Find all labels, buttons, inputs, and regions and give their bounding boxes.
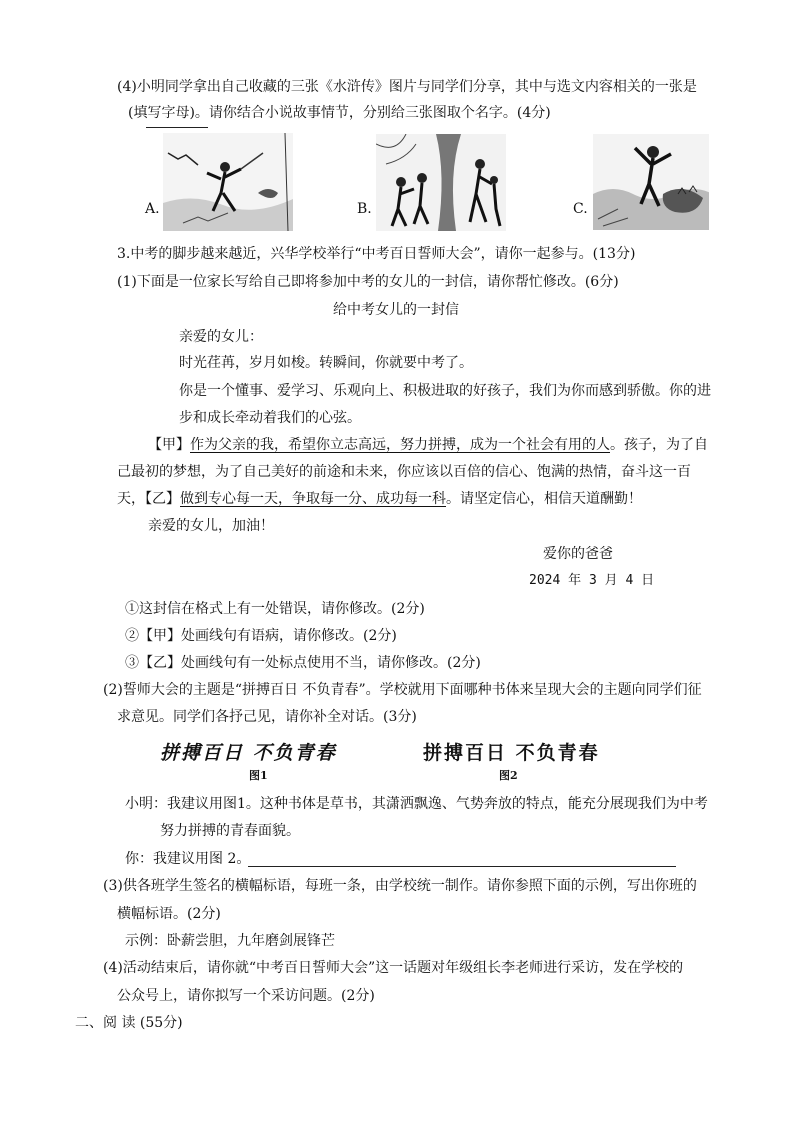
jia-mark: 【甲】	[148, 437, 190, 453]
q3-1-prompt: (1)下面是一位家长写给自己即将参加中考的女儿的一封信，请你帮忙修改。(6分)	[117, 274, 619, 290]
you-line: 你：我建议用图 2。	[125, 851, 251, 867]
xiaoming-line1: 小明：我建议用图1。这种书体是草书，其潇洒飘逸、气势奔放的特点，能充分展现我们为中考	[125, 796, 708, 812]
letter-para3a	[148, 435, 708, 455]
q4-line2: (填写字母)。请你结合小说故事情节，分别给三张图取个名字。(4分)	[128, 105, 551, 121]
yi-underlined-sentence: 做到专心每一天，争取每一分、成功每一科	[180, 491, 446, 507]
q4-line1: (4)小明同学拿出自己收藏的三张《水浒传》图片与同学们分享，其中与选文内容相关的一张是	[117, 79, 697, 95]
q3-title: 3.中考的脚步越来越近，兴华学校举行“中考百日誓师大会”，请你一起参与。(13分)	[117, 246, 636, 262]
letter-para3c	[117, 489, 642, 509]
yi-mark: 【乙】	[145, 491, 180, 507]
figure1-caption: 图1	[249, 769, 268, 782]
letter-closing: 亲爱的女儿，加油！	[148, 518, 274, 534]
q3-2-line2: 求意见。同学们各抒己见，请你补全对话。(3分)	[117, 709, 417, 725]
letter-date: 2024 年 3 月 4 日	[529, 573, 655, 588]
letter-para2b: 步和成长牵动着我们的心弦。	[179, 410, 361, 426]
q3-4-line2: 公众号上，请你拟写一个采访问题。(2分)	[117, 988, 375, 1004]
subq-1: ①这封信在格式上有一处错误，请你修改。(2分)	[125, 601, 425, 617]
letter-para1: 时光荏苒，岁月如梭。转瞬间，你就要中考了。	[179, 355, 473, 371]
letter-signature: 爱你的爸爸	[543, 546, 613, 562]
subq-3: ③【乙】处画线句有一处标点使用不当，请你修改。(2分)	[125, 655, 481, 671]
picture-c-label: C.	[573, 201, 588, 217]
calligraphy-regular: 拼搏百日 不负青春	[423, 742, 600, 764]
letter-greeting: 亲爱的女儿：	[179, 329, 263, 345]
picture-b-label: B.	[357, 201, 372, 217]
jia-underlined-sentence: 作为父亲的我，希望你立志高远，努力拼搏，成为一个社会有用的人	[190, 437, 610, 453]
subq-2: ②【甲】处画线句有语病，请你修改。(2分)	[125, 628, 397, 644]
para3c-prefix: 天，	[117, 491, 145, 507]
figure2-caption: 图2	[499, 769, 518, 782]
letter-para3b: 己最初的梦想，为了自己美好的前途和未来，你应该以百倍的信心、饱满的热情，奋斗这一百	[117, 464, 691, 480]
q3-3-line1: (3)供各班学生签名的横幅标语，每班一条，由学校统一制作。请你参照下面的示例，写出你班的	[103, 878, 697, 894]
xiaoming-line2: 努力拼搏的青春面貌。	[160, 823, 300, 839]
q3-4-line1: (4)活动结束后，请你就“中考百日誓师大会”这一话题对年级组长李老师进行采访，发在学校的	[103, 960, 684, 976]
section-2-heading: 二、阅 读 (55分)	[75, 1015, 183, 1031]
picture-a-label: A.	[145, 201, 160, 217]
q3-3-line2: 横幅标语。(2分)	[117, 906, 221, 922]
you-answer-blank[interactable]	[248, 866, 676, 867]
calligraphy-cursive: 拼搏百日 不负青春	[160, 742, 337, 764]
q4-answer-blank[interactable]	[146, 127, 208, 128]
picture-b	[376, 134, 506, 231]
picture-c	[593, 134, 709, 230]
q3-2-line1: (2)誓师大会的主题是“拼搏百日 不负青春”。学校就用下面哪种书体来呈现大会的主题向同学们征	[103, 682, 702, 698]
q3-3-example: 示例：卧薪尝胆，九年磨剑展锋芒	[125, 933, 335, 949]
jia-rest: 。孩子，为了自	[610, 437, 708, 453]
letter-para2a: 你是一个懂事、爱学习、乐观向上、积极进取的好孩子，我们为你而感到骄傲。你的进	[179, 383, 711, 399]
letter-heading: 给中考女儿的一封信	[333, 302, 459, 318]
yi-rest: 。请坚定信心，相信天道酬勤！	[446, 491, 642, 507]
picture-a	[163, 133, 293, 231]
